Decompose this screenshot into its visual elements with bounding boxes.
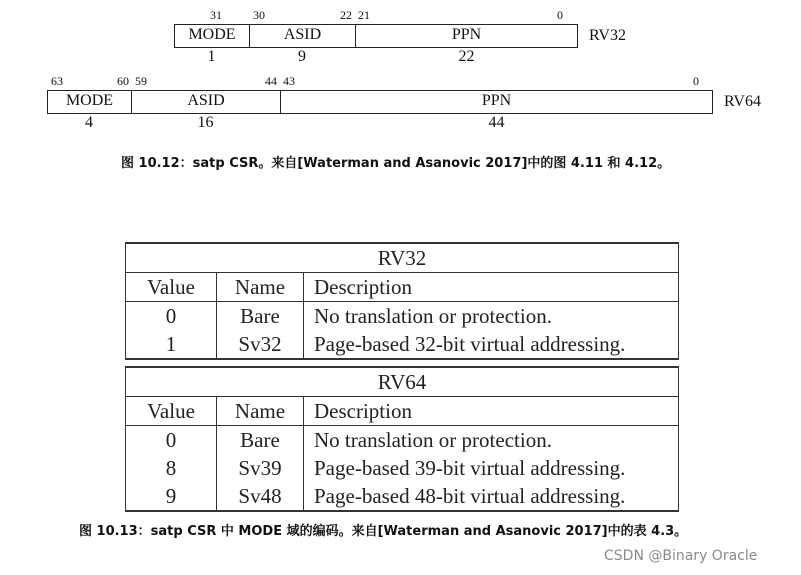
table-row xyxy=(126,426,679,455)
table-row xyxy=(126,454,679,482)
rv64-bit-59: 59 xyxy=(135,74,147,88)
table-spacer xyxy=(126,359,679,367)
rv32-bit-22: 22 xyxy=(340,8,352,22)
rv64-row-0-name: Bare xyxy=(217,426,304,455)
rv32-row-0-name: Bare xyxy=(217,302,304,331)
rv64-row-0-value: 0 xyxy=(126,426,217,455)
table-row xyxy=(126,302,679,331)
rv64-register-box xyxy=(47,90,713,114)
rv32-value-header: Value xyxy=(126,273,217,302)
rv64-row-1-name: Sv39 xyxy=(217,454,304,482)
rv32-bit-30: 30 xyxy=(253,8,265,22)
rv64-ppn-field: PPN xyxy=(481,92,512,109)
rv64-label: RV64 xyxy=(724,93,761,110)
rv64-row-2-value: 9 xyxy=(126,482,217,511)
table-row xyxy=(126,330,679,359)
rv32-ppn-width: 22 xyxy=(458,48,475,65)
rv32-label: RV32 xyxy=(589,27,626,44)
rv32-register-box xyxy=(174,24,578,48)
mode-encoding-table xyxy=(125,242,679,512)
rv64-description-header: Description xyxy=(304,397,679,426)
rv32-bit-21: 21 xyxy=(358,8,370,22)
rv32-row-0-description: No translation or protection. xyxy=(304,302,679,331)
rv32-row-0-value: 0 xyxy=(126,302,217,331)
rv32-row-1-name: Sv32 xyxy=(217,330,304,359)
rv64-bit-0: 0 xyxy=(693,74,699,88)
rv64-bit-44: 44 xyxy=(265,74,277,88)
rv32-description-header: Description xyxy=(304,273,679,302)
rv32-row-1-value: 1 xyxy=(126,330,217,359)
rv64-bit-43: 43 xyxy=(283,74,295,88)
rv32-ppn-field: PPN xyxy=(451,26,482,43)
rv32-bit-31: 31 xyxy=(210,8,222,22)
rv64-header-row xyxy=(126,397,679,426)
rv64-row-1-description: Page-based 39-bit virtual addressing. xyxy=(304,454,679,482)
rv32-mode-field: MODE xyxy=(175,25,250,47)
table-row xyxy=(126,482,679,511)
rv64-mode-field: MODE xyxy=(48,91,132,113)
rv32-table-title-row xyxy=(126,243,679,273)
rv32-mode-width: 1 xyxy=(207,48,216,65)
rv64-table-title-row xyxy=(126,367,679,397)
rv64-table-title: RV64 xyxy=(126,367,679,397)
rv64-asid-field: ASID xyxy=(132,91,281,113)
rv64-row-1-value: 8 xyxy=(126,454,217,482)
figure-10-13-caption: 图 10.13：satp CSR 中 MODE 域的编码。来自[Waterman and Asanovic 2017]中的表 4.3。 xyxy=(79,524,688,539)
rv64-name-header: Name xyxy=(217,397,304,426)
rv64-mode-width: 4 xyxy=(85,114,93,131)
rv32-asid-width: 9 xyxy=(298,48,306,65)
rv64-bit-60: 60 xyxy=(117,74,129,88)
rv64-value-header: Value xyxy=(126,397,217,426)
rv64-row-0-description: No translation or protection. xyxy=(304,426,679,455)
rv32-header-row xyxy=(126,273,679,302)
figure-10-12-caption: 图 10.12：satp CSR。来自[Waterman and Asanovic 2017]中的图 4.11 和 4.12。 xyxy=(121,156,671,171)
rv64-ppn-width: 44 xyxy=(488,114,505,131)
watermark: CSDN @Binary Oracle xyxy=(604,548,758,564)
rv64-bit-63: 63 xyxy=(51,74,63,88)
rv64-row-2-name: Sv48 xyxy=(217,482,304,511)
rv32-row-1-description: Page-based 32-bit virtual addressing. xyxy=(304,330,679,359)
rv64-asid-width: 16 xyxy=(197,114,214,131)
rv32-table-title: RV32 xyxy=(126,243,679,273)
rv32-name-header: Name xyxy=(217,273,304,302)
rv32-asid-field: ASID xyxy=(250,25,356,47)
rv32-bit-0: 0 xyxy=(557,8,563,22)
rv64-row-2-description: Page-based 48-bit virtual addressing. xyxy=(304,482,679,511)
